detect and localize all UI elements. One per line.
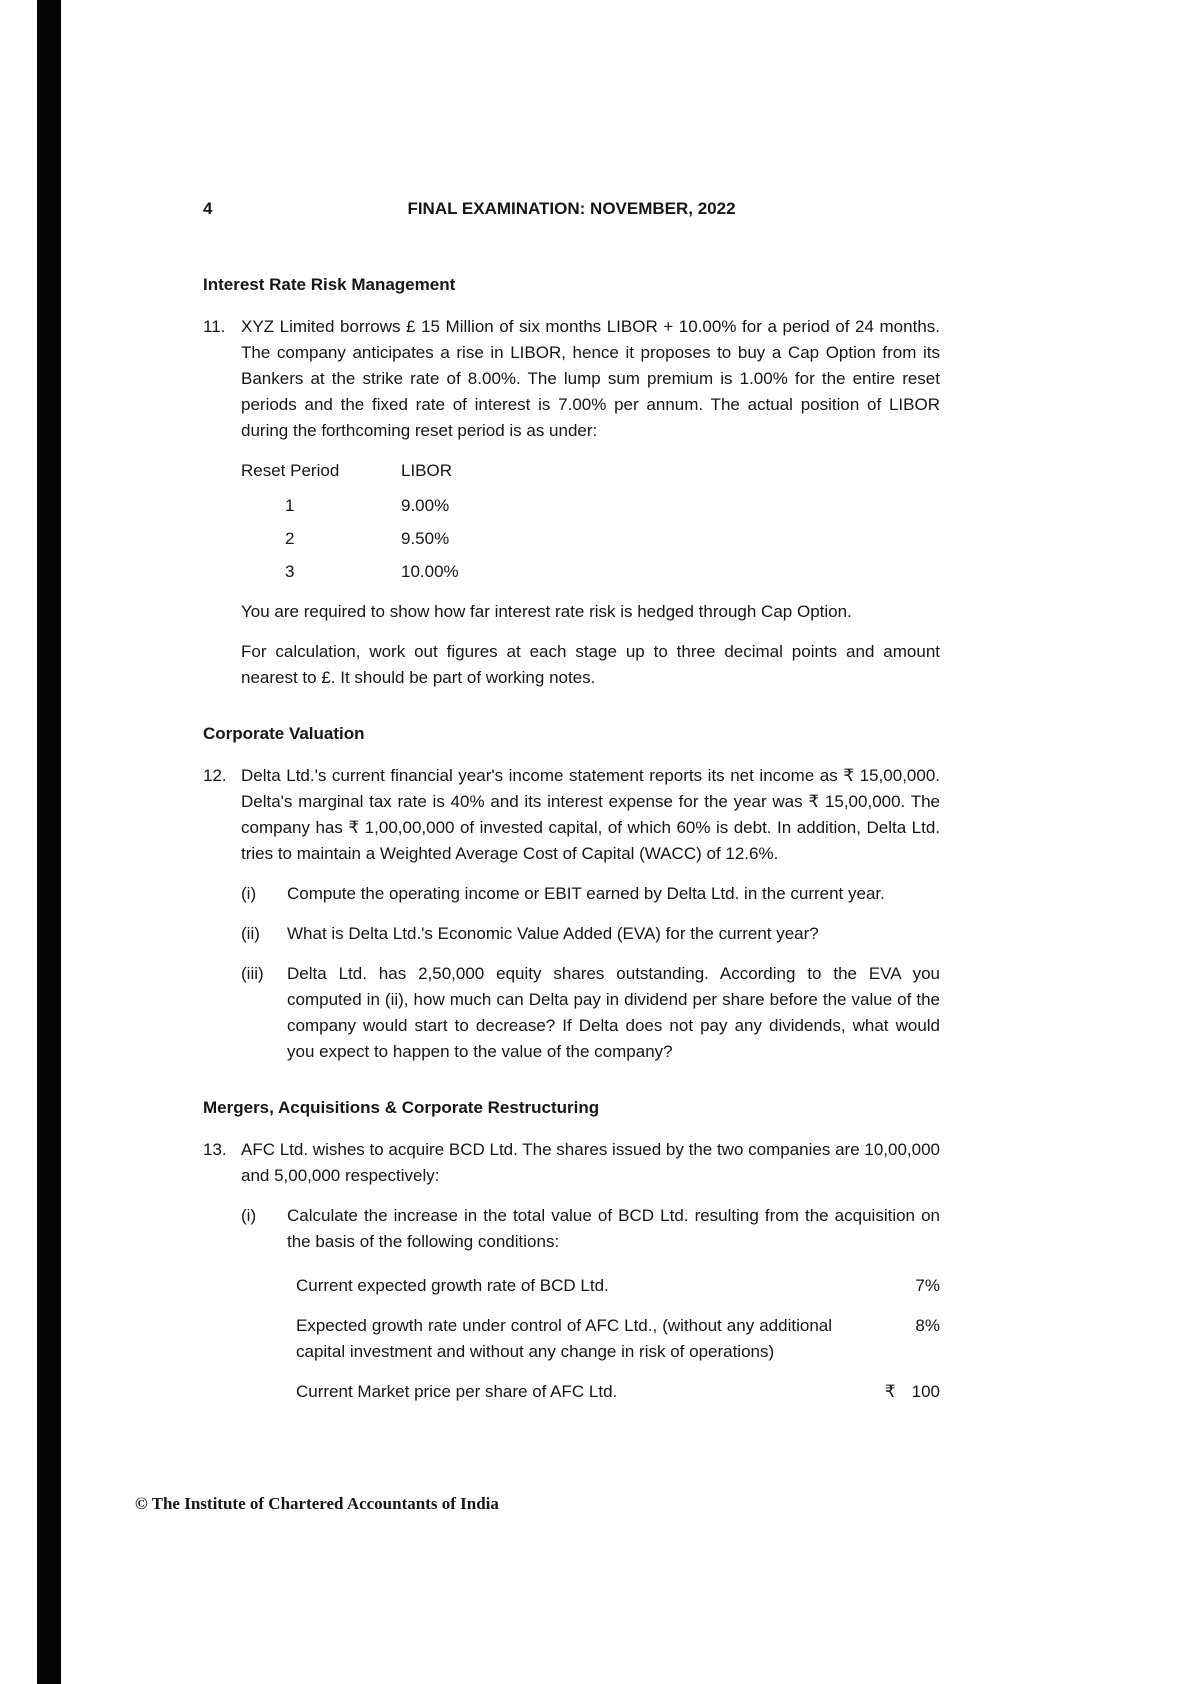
section-heading-interest-rate-risk: Interest Rate Risk Management [203,275,456,294]
question-body: Delta Ltd.'s current financial year's income statement reports its net income as ₹ 15,00,000. Delta's marginal tax rate is 40% and its interest expense for the year was ₹ 15,00,000. The company has ₹ 1,00,00,000 of invested capital, of which 60% is debt. In addition, Delta Ltd. tries to maintain a Weighted Average Cost of Capital (WACC) of 12.6%. [241,766,940,863]
question-number: 12. [203,766,227,785]
table-header-cell: Reset Period [241,461,340,480]
condition-text: Current expected growth rate of BCD Ltd. [296,1276,609,1295]
question-body: AFC Ltd. wishes to acquire BCD Ltd. The shares issued by the two companies are 10,00,000 and 5,00,000 respectively: [241,1140,940,1185]
paragraph: You are required to show how far interest rate risk is hedged through Cap Option. [241,602,852,621]
table-cell: 1 [285,496,295,515]
condition-value [874,1379,940,1405]
condition-row [296,1379,940,1405]
page-number: 4 [203,199,213,218]
condition-text: Expected growth rate under control of AFC Ltd., (without any additional capital investment and without any change in risk of operations) [296,1316,832,1361]
subitem-text: What is Delta Ltd.'s Economic Value Added (EVA) for the current year? [287,924,819,943]
table-row [241,493,940,519]
condition-row [296,1313,940,1365]
question-13 [203,1137,940,1189]
section-heading-mergers-acquisitions: Mergers, Acquisitions & Corporate Restructuring [203,1098,600,1117]
subitem-label: (i) [241,884,257,903]
table-row [241,559,940,585]
subitem-label: (iii) [241,964,264,983]
table-cell: 9.00% [401,496,450,515]
subitem-text: Compute the operating income or EBIT earned by Delta Ltd. in the current year. [287,884,885,903]
section-heading-corporate-valuation: Corporate Valuation [203,724,365,743]
condition-value [874,1273,940,1299]
table-cell: 9.50% [401,529,450,548]
table-cell: 2 [285,529,295,548]
condition-text: Current Market price per share of AFC Ltd. [296,1382,618,1401]
question-number: 13. [203,1140,227,1159]
table-cell: 3 [285,562,295,581]
question-12 [203,763,940,867]
condition-row [296,1273,940,1299]
currency-symbol: ₹ [884,1382,896,1401]
page-header [203,196,940,222]
libor-table [241,458,940,585]
table-header-cell: LIBOR [401,461,453,480]
conditions-list [296,1273,940,1405]
document-page [203,196,940,1419]
condition-amount: 100 [911,1382,940,1401]
footer-copyright: © The Institute of Chartered Accountants of India [135,1494,499,1513]
subitem-text: Calculate the increase in the total value of BCD Ltd. resulting from the acquisition on the basis of the following conditions: [287,1206,940,1251]
subitem-label: (ii) [241,924,260,943]
subitem-iii [241,961,940,1065]
question-number: 11. [203,317,226,336]
paragraph: For calculation, work out figures at each stage up to three decimal points and amount nearest to £. It should be part of working notes. [241,642,940,687]
subitem-text: Delta Ltd. has 2,50,000 equity shares outstanding. According to the EVA you computed in (ii), how much can Delta pay in dividend per share before the value of the company would start to decrease? If Delta does not pay any dividends, what would you expect to happen to the value of the company? [287,964,940,1061]
libor-table-header-row [241,458,940,484]
question-11 [203,314,940,444]
condition-amount: 8% [915,1316,940,1335]
scan-artifact-bar [37,0,61,1684]
condition-value [874,1313,940,1339]
subitem-ii [241,921,940,947]
condition-amount: 7% [915,1276,940,1295]
header-title: FINAL EXAMINATION: NOVEMBER, 2022 [407,199,736,218]
subitem-label: (i) [241,1206,257,1225]
question-body: XYZ Limited borrows £ 15 Million of six months LIBOR + 10.00% for a period of 24 months. The company anticipates a rise in LIBOR, hence it proposes to buy a Cap Option from its Bankers at the strike rate of 8.00%. The lump sum premium is 1.00% for the entire reset periods and the fixed rate of interest is 7.00% per annum. The actual position of LIBOR during the forthcoming reset period is as under: [241,317,940,440]
table-row [241,526,940,552]
subitem-i [241,1203,940,1255]
subitem-i [241,881,940,907]
table-cell: 10.00% [401,562,459,581]
